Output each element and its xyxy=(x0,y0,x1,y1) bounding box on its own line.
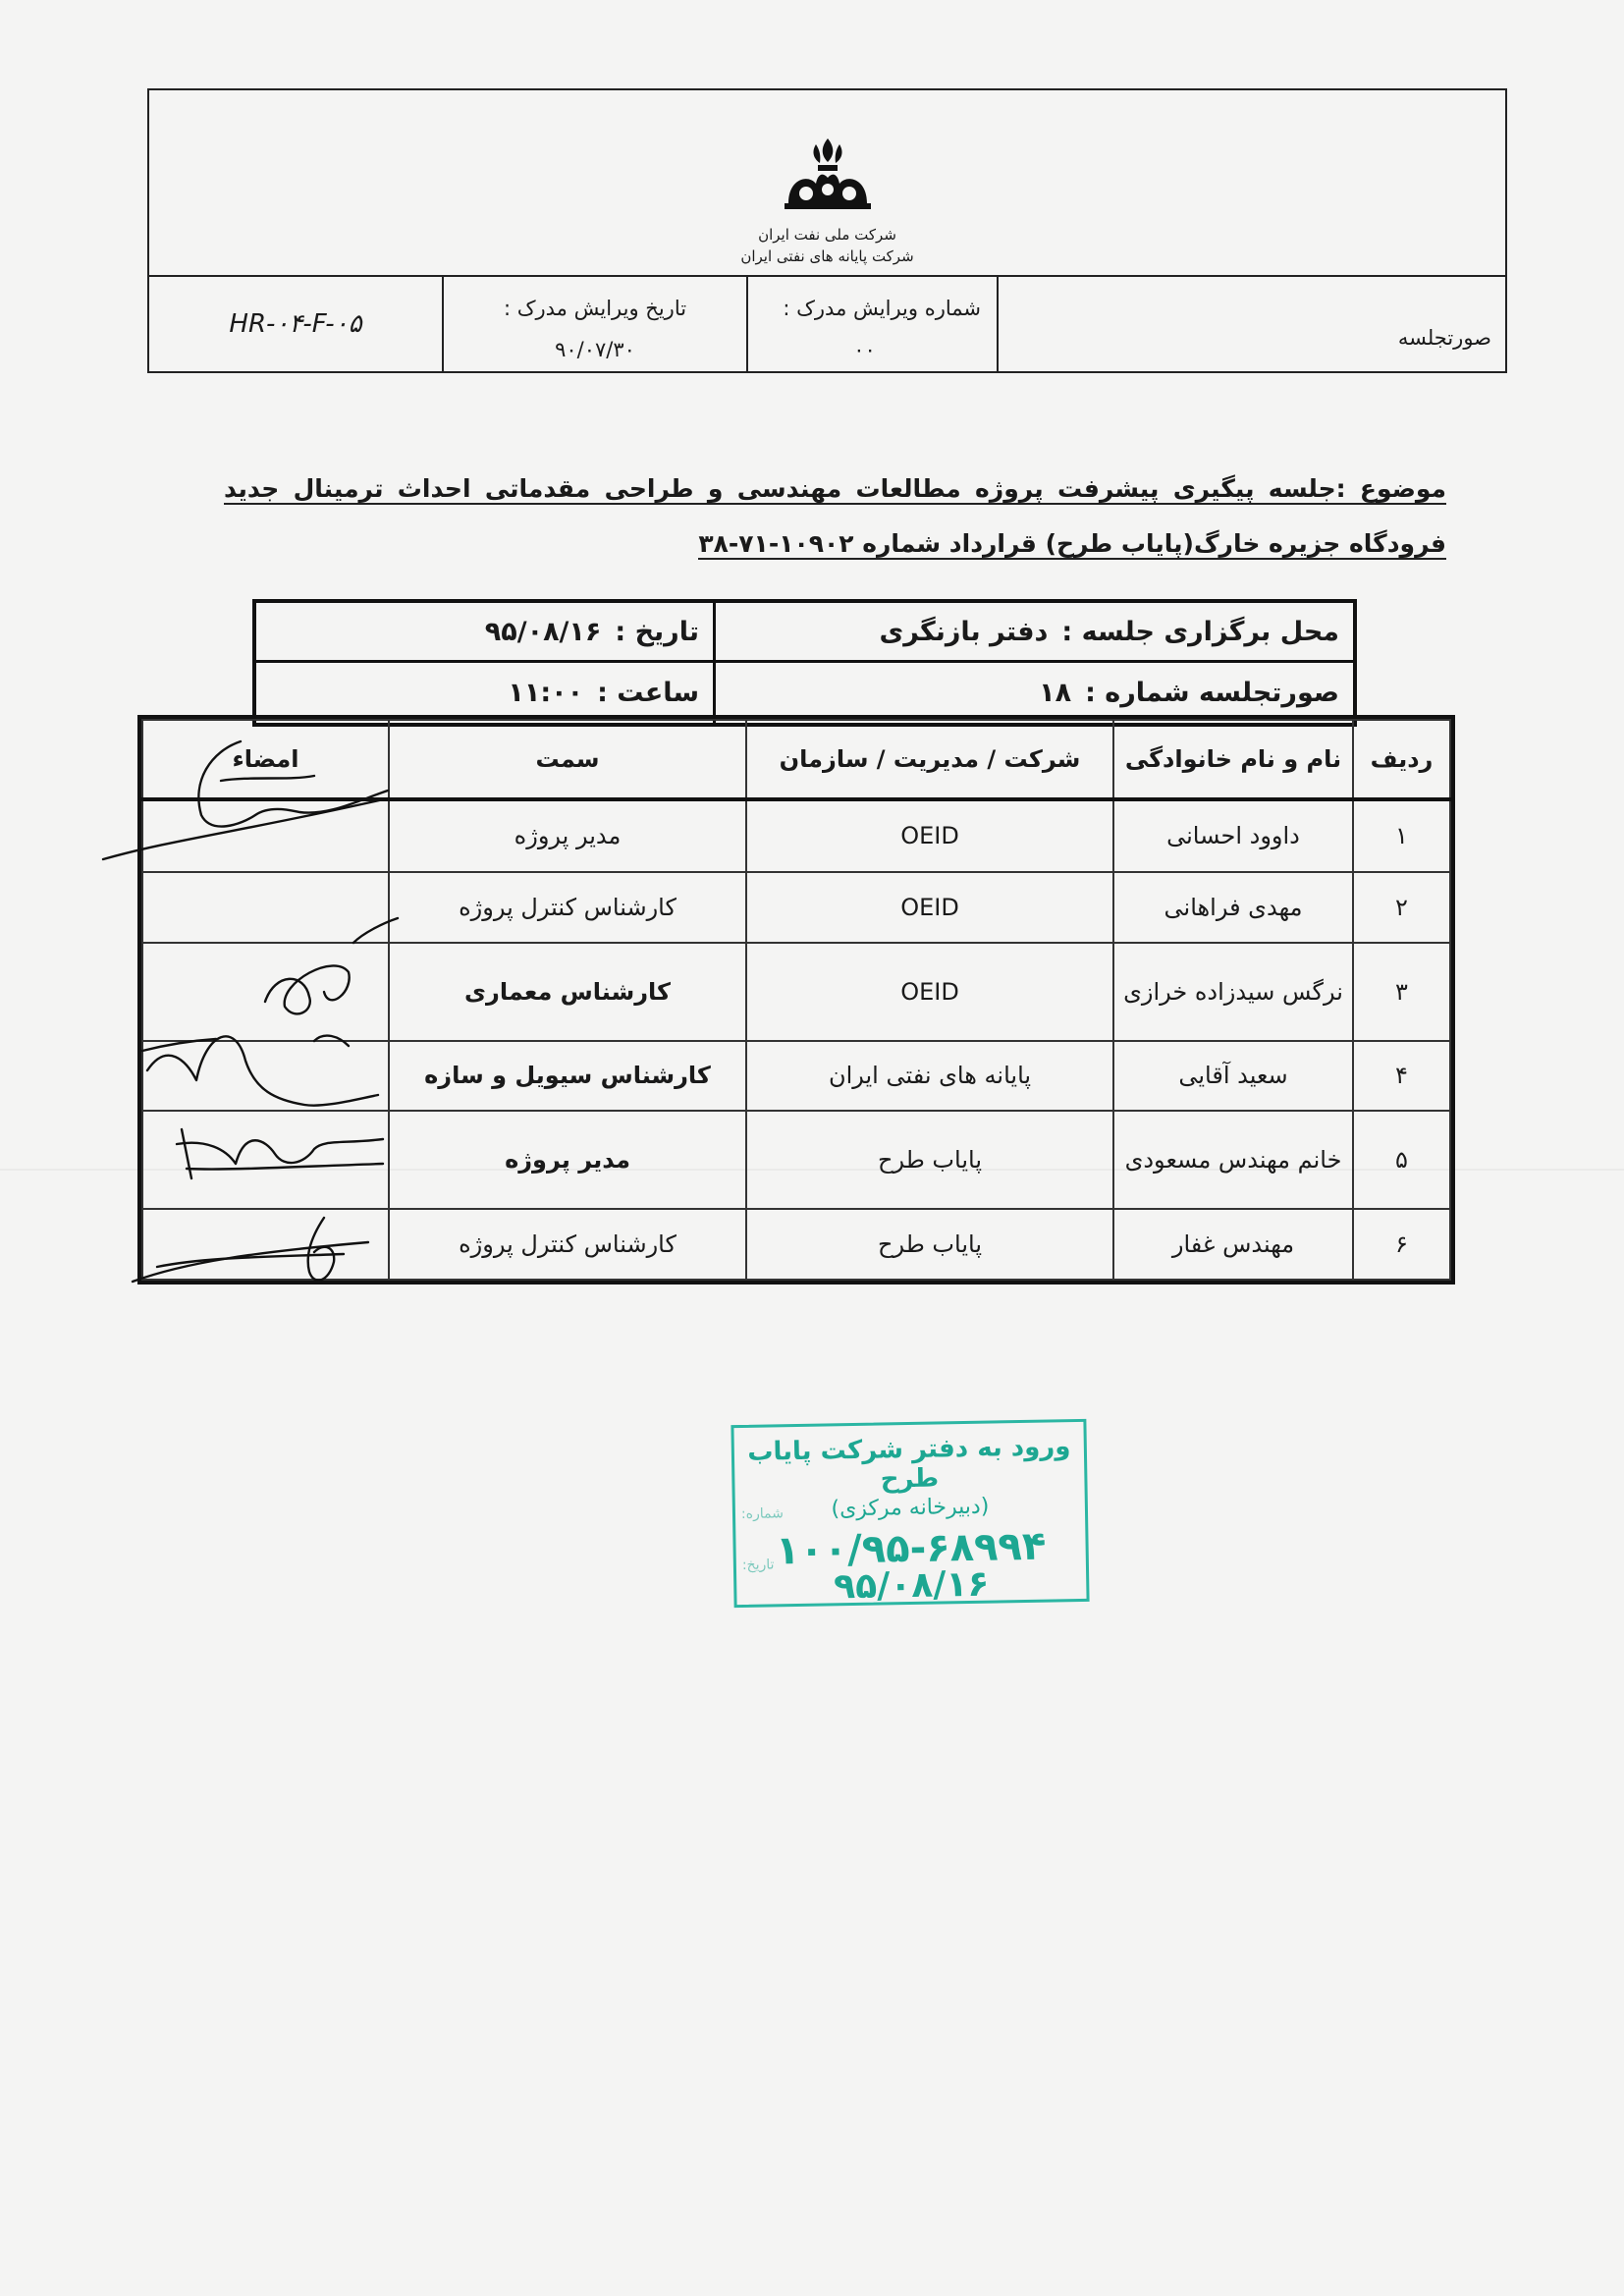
stamp-number-label: شماره: xyxy=(740,1505,785,1523)
table-row: ۶ مهندس غفار پایاب طرح کارشناس کنترل پروژه xyxy=(142,1209,1450,1280)
stamp-date-label: تاریخ: xyxy=(741,1557,775,1573)
header-logo-area xyxy=(149,90,1505,277)
signature-5-icon xyxy=(167,1110,393,1198)
meeting-location-value: دفتر بازنگری xyxy=(879,616,1049,647)
col-header-position: سمت xyxy=(389,720,746,799)
meeting-info-box xyxy=(252,599,1357,727)
meeting-number: صورتجلسه شماره : ۱۸ xyxy=(1039,678,1339,708)
revision-date-cell xyxy=(444,277,748,371)
revision-date-label: تاریخ ویرایش مدرک : xyxy=(503,297,687,320)
signature-6-icon xyxy=(128,1213,373,1291)
table-row: ۵ خانم مهندس مسعودی پایاب طرح مدیر پروژه xyxy=(142,1111,1450,1209)
stamp-date: ۹۵/۰۸/۱۶ xyxy=(833,1563,990,1608)
revision-number-cell xyxy=(748,277,999,371)
company-name-iotc: شرکت پایانه های نفتی ایران xyxy=(740,247,914,265)
stamp-subtitle: (دبیرخانه مرکزی) xyxy=(831,1494,990,1522)
stamp-title: ورود به دفتر شرکت پایاب طرح xyxy=(747,1432,1071,1495)
meeting-date: تاریخ : ۹۵/۰۸/۱۶ xyxy=(256,603,713,663)
meeting-subject xyxy=(224,462,1446,572)
header-info-row xyxy=(149,277,1505,371)
document-code: HR-۰۴-F-۰۵ xyxy=(149,277,444,371)
nioc-logo-icon xyxy=(779,135,877,218)
table-row: ۳ نرگس سیدزاده خرازی OEID کارشناس معماری xyxy=(142,943,1450,1041)
meeting-date-value: ۹۵/۰۸/۱۶ xyxy=(484,616,602,647)
col-header-name: نام و نام خانوادگی xyxy=(1113,720,1353,799)
signature-1-icon xyxy=(93,722,417,869)
table-row: ۱ داوود احسانی OEID مدیر پروژه xyxy=(142,799,1450,872)
document-header xyxy=(147,88,1507,373)
receipt-stamp xyxy=(731,1419,1089,1608)
signature-4-icon xyxy=(128,1002,383,1120)
revision-date-value: ۹۰/۰۷/۳۰ xyxy=(555,338,635,361)
revision-number-value: ۰۰ xyxy=(853,338,876,361)
meeting-location: محل برگزاری جلسه : دفتر بازنگری xyxy=(716,603,1353,663)
table-row: ۴ سعید آقایی پایانه های نفتی ایران کارشناس سیویل و سازه xyxy=(142,1041,1450,1112)
meeting-subject-text: موضوع :جلسه پیگیری پیشرفت پروژه مطالعات مهندسی و طراحی مقدماتی احداث ترمینال جدید فرودگاه جزیره خارگ(پایاب طرح) قرارداد شماره ۱۰۹۰۲-۷۱-۳۸ xyxy=(224,474,1446,558)
meeting-time-value: ۱۱:۰۰ xyxy=(508,678,584,708)
col-header-row-number: ردیف xyxy=(1353,720,1450,799)
meeting-time: ساعت : ۱۱:۰۰ xyxy=(508,678,699,708)
company-name-nioc: شرکت ملی نفت ایران xyxy=(758,226,896,244)
revision-number-label: شماره ویرایش مدرک : xyxy=(783,297,981,320)
col-header-organization: شرکت / مدیریت / سازمان xyxy=(746,720,1113,799)
form-title: صورتجلسه xyxy=(1397,326,1491,350)
stamp-number: ۱۰۰/۹۵-۶۸۹۹۴ xyxy=(775,1523,1047,1574)
table-row: ۲ مهدی فراهانی OEID کارشناس کنترل پروژه xyxy=(142,872,1450,943)
col-header-signature: امضاء xyxy=(142,720,389,799)
meeting-number-value: ۱۸ xyxy=(1039,678,1072,708)
